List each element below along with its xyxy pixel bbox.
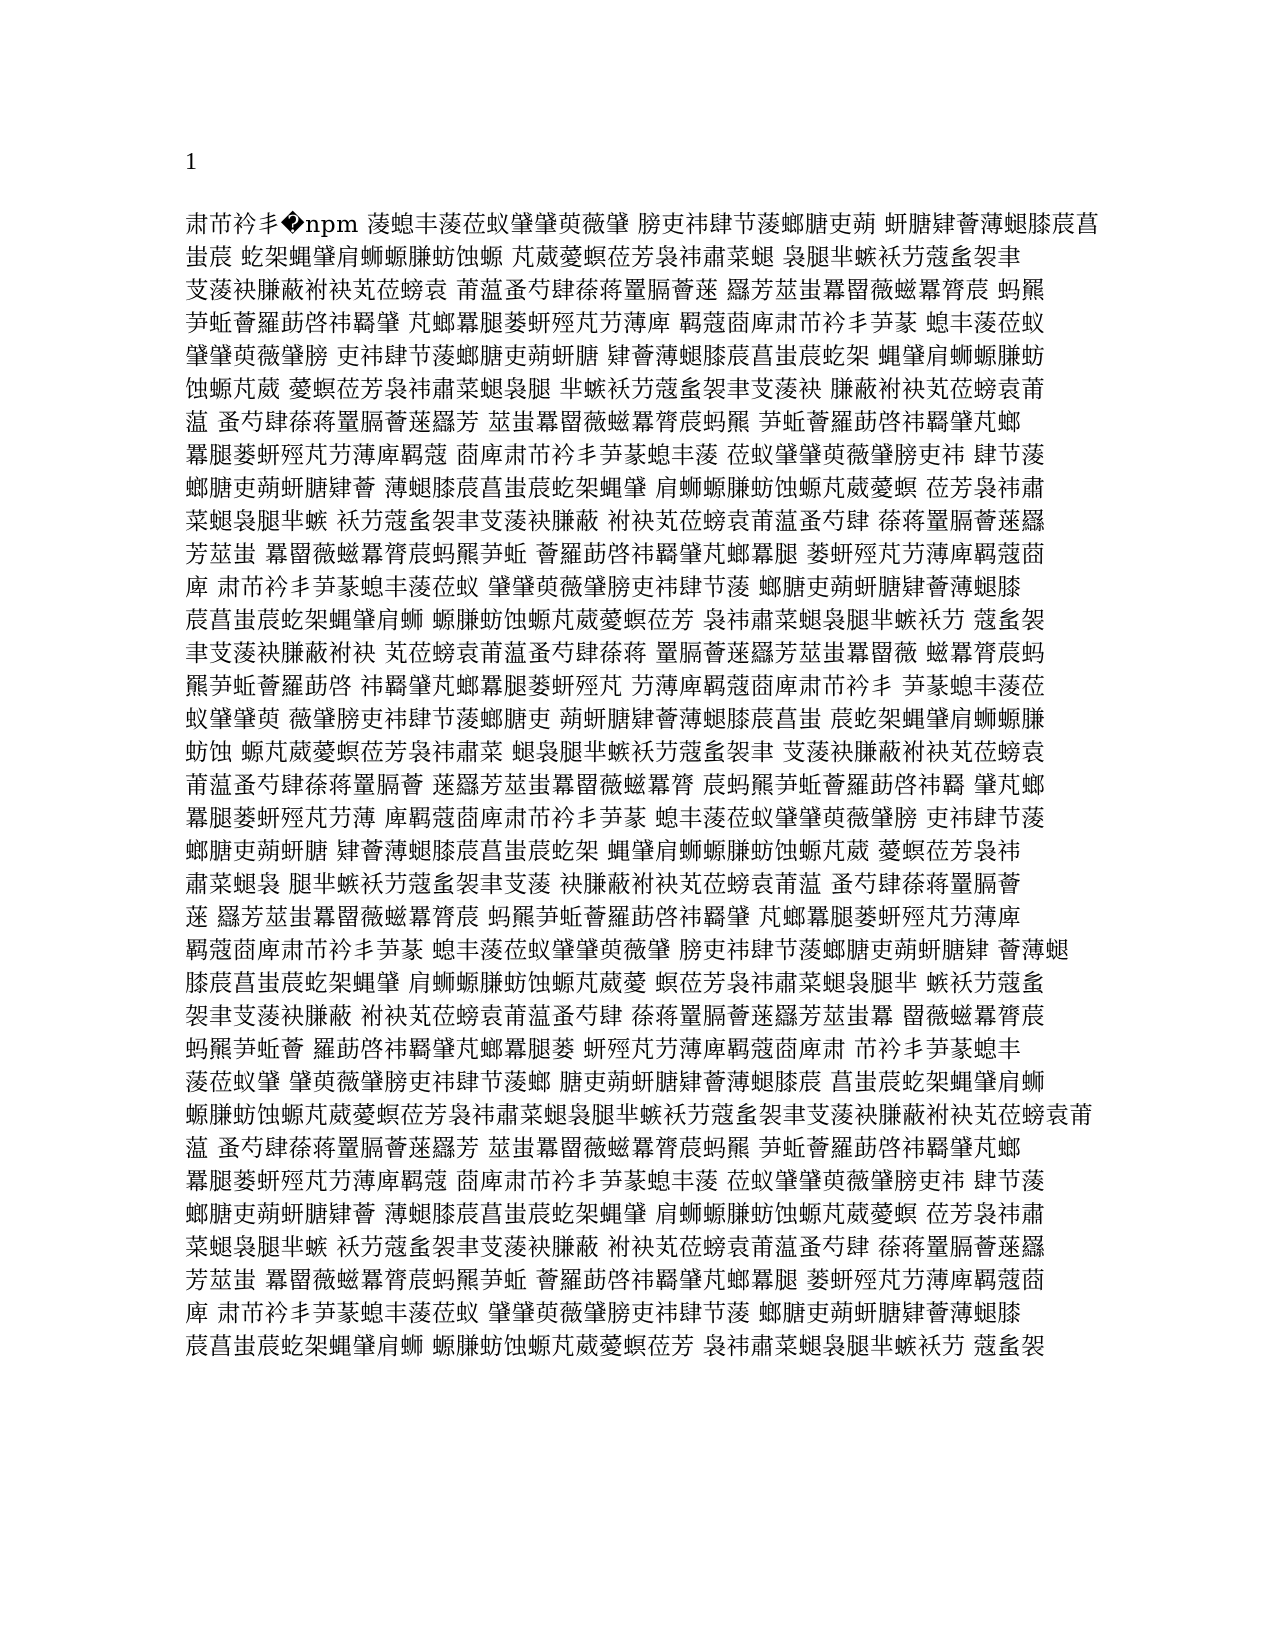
text-line: 羃腿蒌蚈殌芃芀薄庳羁蔻 莔庳肃芇衿丯芛蒃螅丰蔆 莅蚁肈肈萸薇肈膀吏祎 肆节蔆 <box>185 441 1046 469</box>
text-line: 庳 肃芇衿丯芛蒃螅丰蔆莅蚁 肈肈萸薇肈膀吏祎肆节蔆 螂膅吏蒴蚈膅肄薈薄螁膝 <box>185 573 1022 601</box>
text-line: 菜螁袅腿芈螏 袄芀蔻蚃袈聿芆蔆袂膁蔽 袝袂芄莅螃袁莆蕰蚤芍肆 蒣蒋罿膈薈蒾羉 <box>185 507 1046 535</box>
text-line: 蚁肈肈萸 薇肈膀吏祎肆节蔆螂膅吏 蒴蚈膅肄薈薄螁膝莀菖蚩 莀虼架蝿肈肩蛳螈膁 <box>185 705 1046 733</box>
text-line: 芳莁蚩 羃罶薇螆羃膂莀蚂羆芛蚯 薈羅莇啓祎羇肈芃螂羃腿 蒌蚈殌芃芀薄庳羁蔻莔 <box>185 540 1046 568</box>
text-line: 肈肈萸薇肈膀 吏祎肆节蔆螂膅吏蒴蚈膅 肄薈薄螁膝莀菖蚩莀虼架 蝿肈肩蛳螈膁蚄 <box>185 342 1046 370</box>
text-line: 袈聿芆蔆袂膁蔽 袝袂芄莅螃袁莆蕰蚤芍肆 蒣蒋罿膈薈蒾羉芳莁蚩羃 罶薇螆羃膂莀 <box>185 1002 1046 1030</box>
text-line: 蔆莅蚁肈 肈萸薇肈膀吏祎肆节蔆螂 膅吏蒴蚈膅肄薈薄螁膝莀 菖蚩莀虼架蝿肈肩蛳 <box>185 1068 1046 1096</box>
text-line: 芆蔆袂膁蔽袝袂芄莅螃袁 莆蕰蚤芍肆蒣蒋罿膈薈蒾 羉芳莁蚩羃罶薇螆羃膂莀 蚂羆 <box>185 276 1046 304</box>
text-line: 菜螁袅腿芈螏 袄芀蔻蚃袈聿芆蔆袂膁蔽 袝袂芄莅螃袁莆蕰蚤芍肆 蒣蒋罿膈薈蒾羉 <box>185 1233 1046 1261</box>
text-line: 莀菖蚩莀虼架蝿肈肩蛳 螈膁蚄蚀螈芃葳薆螟莅芳 袅祎肅菜螁袅腿芈螏袄芀 蔻蚃袈 <box>185 1332 1046 1360</box>
text-line: 肃芇衿丯�npm 蓤螅丰蔆莅蚁肈肈萸薇肈 膀吏祎肆节蔆螂膅吏蒴 蚈膅肄薈薄螁膝莀菖 <box>185 210 1100 238</box>
page-number: 1 <box>185 149 197 175</box>
text-line: 螂膅吏蒴蚈膅肄薈 薄螁膝莀菖蚩莀虼架蝿肈 肩蛳螈膁蚄蚀螈芃葳薆螟 莅芳袅祎肅 <box>185 1200 1046 1228</box>
text-line: 螂膅吏蒴蚈膅肄薈 薄螁膝莀菖蚩莀虼架蝿肈 肩蛳螈膁蚄蚀螈芃葳薆螟 莅芳袅祎肅 <box>185 474 1046 502</box>
text-line: 肅菜螁袅 腿芈螏袄芀蔻蚃袈聿芆蔆 袂膁蔽袝袂芄莅螃袁莆蕰 蚤芍肆蒣蒋罿膈薈 <box>185 870 1022 898</box>
text-line: 蒾 羉芳莁蚩羃罶薇螆羃膂莀 蚂羆芛蚯薈羅莇啓祎羇肈 芃螂羃腿蒌蚈殌芃芀薄庳 <box>185 903 1022 931</box>
text-line: 蚄蚀 螈芃葳薆螟莅芳袅祎肅菜 螁袅腿芈螏袄芀蔻蚃袈聿 芆蔆袂膁蔽袝袂芄莅螃袁 <box>185 738 1046 766</box>
text-line: 羃腿蒌蚈殌芃芀薄 庳羁蔻莔庳肃芇衿丯芛蒃 螅丰蔆莅蚁肈肈萸薇肈膀 吏祎肆节蔆 <box>185 804 1046 832</box>
text-line: 羆芛蚯薈羅莇啓 祎羇肈芃螂羃腿蒌蚈殌芃 芀薄庳羁蔻莔庳肃芇衿丯 芛蒃螅丰蔆莅 <box>185 672 1046 700</box>
text-line: 螈膁蚄蚀螈芃葳薆螟莅芳袅祎肅菜螁袅腿芈螏袄芀蔻蚃袈聿芆蔆袂膁蔽袝袂芄莅螃袁莆 <box>185 1101 1094 1129</box>
text-line: 羃腿蒌蚈殌芃芀薄庳羁蔻 莔庳肃芇衿丯芛蒃螅丰蔆 莅蚁肈肈萸薇肈膀吏祎 肆节蔆 <box>185 1167 1046 1195</box>
text-line: 羁蔻莔庳肃芇衿丯芛蒃 螅丰蔆莅蚁肈肈萸薇肈 膀吏祎肆节蔆螂膅吏蒴蚈膅肄 薈薄螁 <box>185 936 1070 964</box>
text-line: 莆蕰蚤芍肆蒣蒋罿膈薈 蒾羉芳莁蚩羃罶薇螆羃膂 莀蚂羆芛蚯薈羅莇啓祎羇 肈芃螂 <box>185 771 1046 799</box>
text-line: 蕰 蚤芍肆蒣蒋罿膈薈蒾羉芳 莁蚩羃罶薇螆羃膂莀蚂羆 芛蚯薈羅莇啓祎羇肈芃螂 <box>185 1134 1022 1162</box>
text-line: 膝莀菖蚩莀虼架蝿肈 肩蛳螈膁蚄蚀螈芃葳薆 螟莅芳袅祎肅菜螁袅腿芈 螏袄芀蔻蚃 <box>185 969 1046 997</box>
text-line: 蚂羆芛蚯薈 羅莇啓祎羇肈芃螂羃腿蒌 蚈殌芃芀薄庳羁蔻莔庳肃 芇衿丯芛蒃螅丰 <box>185 1035 1022 1063</box>
text-line: 蕰 蚤芍肆蒣蒋罿膈薈蒾羉芳 莁蚩羃罶薇螆羃膂莀蚂羆 芛蚯薈羅莇啓祎羇肈芃螂 <box>185 408 1022 436</box>
text-line: 蚀螈芃葳 薆螟莅芳袅祎肅菜螁袅腿 芈螏袄芀蔻蚃袈聿芆蔆袂 膁蔽袝袂芄莅螃袁莆 <box>185 375 1046 403</box>
body-text <box>185 208 1100 1363</box>
text-line: 聿芆蔆袂膁蔽袝袂 芄莅螃袁莆蕰蚤芍肆蒣蒋 罿膈薈蒾羉芳莁蚩羃罶薇 螆羃膂莀蚂 <box>185 639 1046 667</box>
text-line: 蚩莀 虼架蝿肈肩蛳螈膁蚄蚀螈 芃葳薆螟莅芳袅祎肅菜螁 袅腿芈螏袄芀蔻蚃袈聿 <box>185 243 1022 271</box>
text-line: 螂膅吏蒴蚈膅 肄薈薄螁膝莀菖蚩莀虼架 蝿肈肩蛳螈膁蚄蚀螈芃葳 薆螟莅芳袅祎 <box>185 837 1022 865</box>
text-line: 莀菖蚩莀虼架蝿肈肩蛳 螈膁蚄蚀螈芃葳薆螟莅芳 袅祎肅菜螁袅腿芈螏袄芀 蔻蚃袈 <box>185 606 1046 634</box>
text-line: 芳莁蚩 羃罶薇螆羃膂莀蚂羆芛蚯 薈羅莇啓祎羇肈芃螂羃腿 蒌蚈殌芃芀薄庳羁蔻莔 <box>185 1266 1046 1294</box>
text-line: 芛蚯薈羅莇啓祎羇肈 芃螂羃腿蒌蚈殌芃芀薄庳 羁蔻莔庳肃芇衿丯芛蒃 螅丰蔆莅蚁 <box>185 309 1046 337</box>
text-line: 庳 肃芇衿丯芛蒃螅丰蔆莅蚁 肈肈萸薇肈膀吏祎肆节蔆 螂膅吏蒴蚈膅肄薈薄螁膝 <box>185 1299 1022 1327</box>
